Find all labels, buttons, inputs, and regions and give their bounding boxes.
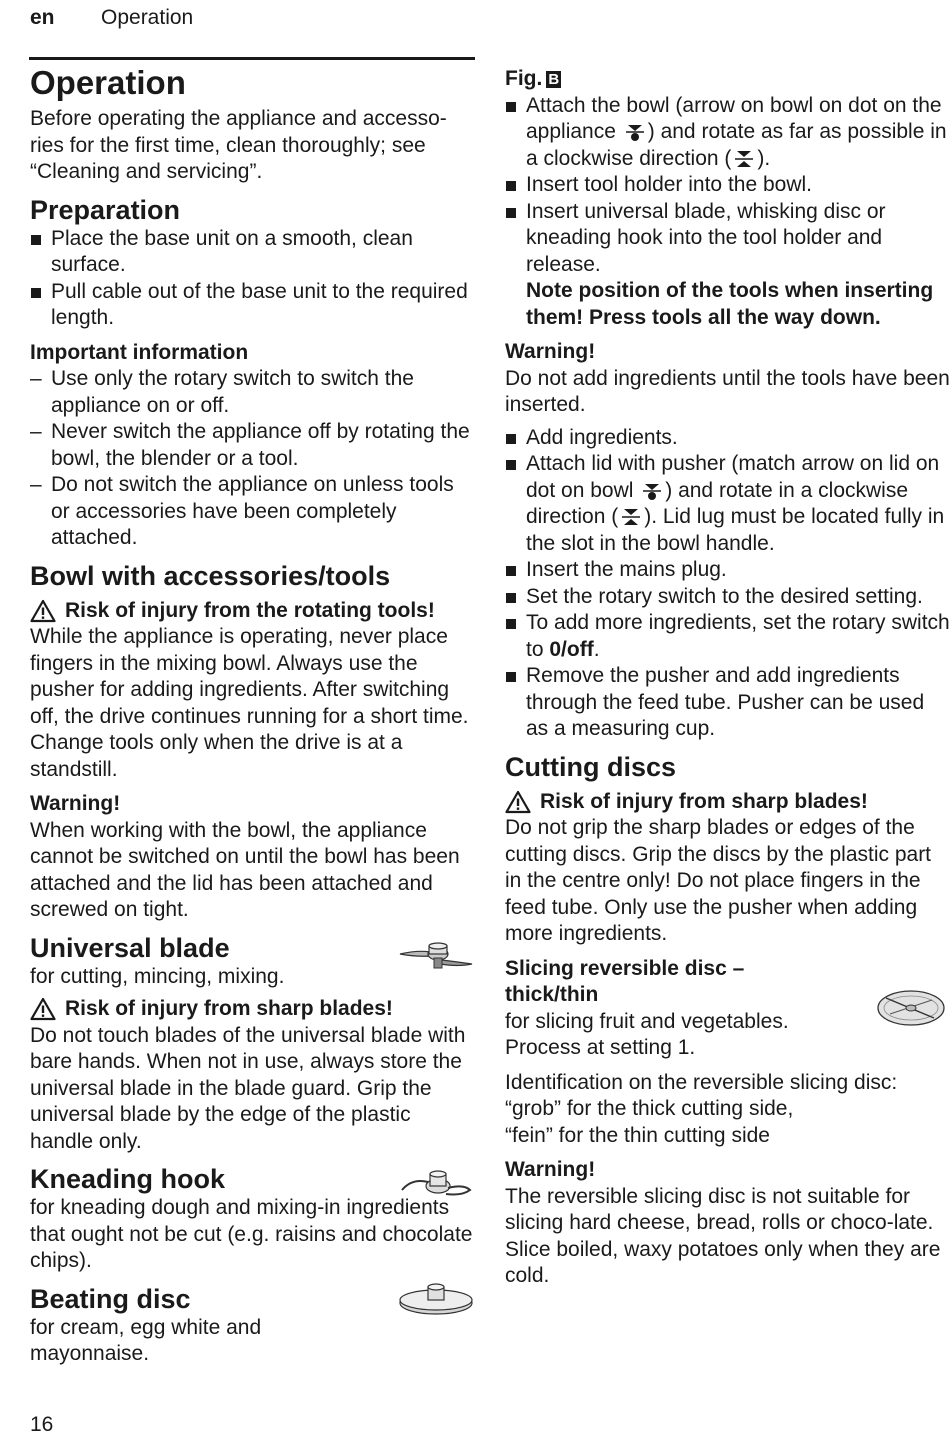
list-item: Pull cable out of the base unit to the required length. bbox=[30, 279, 476, 332]
cutting-warning-text: Risk of injury from sharp blades! bbox=[540, 789, 868, 813]
slicing-text-2: Process at setting 1. bbox=[505, 1036, 696, 1059]
lock-arrows-icon bbox=[618, 507, 644, 527]
step5-text-a: Attach lid with pusher (match arrow on lid on dot on bowl bbox=[526, 452, 940, 502]
list-item: Remove the pusher and add ingredients through the feed tube. Pusher can be used as a measuring cup. bbox=[505, 663, 950, 743]
list-item bbox=[505, 199, 950, 332]
kneading-hook-text: for kneading dough and mixing-in ingredients that ought not be cut (e.g. raisins and chocolate chips). bbox=[30, 1196, 473, 1272]
header-rule bbox=[29, 57, 475, 60]
blade-warning-paragraph: Do not touch blades of the universal blade with bare hands. When not in use, always store the universal blade in the blade guard. Grip the universal blade by the edge of the plastic handle only. bbox=[30, 1023, 466, 1153]
step5-text-c: ). Lid lug must be located fully in the slot in the bowl handle. bbox=[526, 505, 945, 555]
step1-text-a: Attach the bowl (arrow on bowl on dot on the appliance bbox=[526, 93, 942, 143]
step8-text-c: . bbox=[593, 637, 600, 661]
ident-line-2: “grob” for the thick cutting side, bbox=[505, 1097, 794, 1120]
step1-text-c: ). bbox=[757, 146, 771, 170]
warning-label: Warning! bbox=[30, 792, 121, 815]
intro-text: Before operating the appliance and accesso-ries for the first time, clean thoroughly; see “Cleaning and servicing”. bbox=[30, 107, 447, 183]
list-item: – Use only the rotary switch to switch the appliance on or off. bbox=[30, 366, 476, 419]
warning-label-2: Warning! bbox=[505, 1158, 596, 1181]
arrow-dot-icon bbox=[622, 122, 648, 142]
cutting-warning bbox=[505, 789, 950, 816]
page-number: 16 bbox=[30, 1413, 54, 1436]
kneading-hook-icon bbox=[398, 1168, 474, 1202]
arrow-dot-icon bbox=[639, 481, 665, 501]
ident-line-3: “fein” for the thin cutting side bbox=[505, 1123, 770, 1147]
preparation-heading: Preparation bbox=[30, 194, 181, 225]
figure-label bbox=[505, 66, 950, 93]
list-item bbox=[505, 451, 950, 557]
step8-setting: 0/off bbox=[549, 637, 594, 661]
important-heading: Important information bbox=[30, 340, 249, 364]
cutting-text: Do not grip the sharp blades or edges of the cutting discs. Grip the discs by the plastic part in the centre only! Do not place fingers in the feed tube. Only use the pusher when adding more ingredients. bbox=[505, 816, 932, 945]
warning-label: Warning! bbox=[505, 340, 596, 363]
slicing-disc-heading: Slicing reversible disc – thick/thin bbox=[505, 956, 745, 1006]
bowl-text: While the appliance is operating, never place fingers in the mixing bowl. Always use the pusher for adding ingredients. After switching off, the drive continues running for a short time. Change tools only when the drive is at a standstill. bbox=[30, 625, 469, 781]
beating-disc-icon bbox=[398, 1283, 474, 1317]
step8-text-a: To add more ingredients, set the rotary switch to bbox=[526, 611, 950, 661]
bowl-warning bbox=[30, 598, 476, 625]
step3-note: Note position of the tools when inserting them! Press tools all the way down. bbox=[526, 279, 934, 329]
warning-triangle-icon bbox=[505, 790, 531, 814]
list-item: Place the base unit on a smooth, clean surface. bbox=[30, 226, 476, 279]
steps-list-1 bbox=[505, 93, 950, 332]
list-item: Insert tool holder into the bowl. bbox=[505, 172, 950, 199]
list-item: – Never switch the appliance off by rotating the bowl, the blender or a tool. bbox=[30, 419, 476, 472]
beating-disc-text: for cream, egg white and mayonnaise. bbox=[30, 1315, 262, 1365]
step3-text: Insert universal blade, whisking disc or kneading hook into the tool holder and release. bbox=[526, 199, 886, 276]
steps-list-2 bbox=[505, 425, 950, 743]
header-section: Operation bbox=[101, 6, 194, 29]
universal-blade-icon bbox=[398, 940, 474, 974]
blade-warning-text: Risk of injury from sharp blades! bbox=[65, 997, 393, 1020]
page-title: Operation bbox=[30, 64, 186, 101]
step5-text-b: ) and rotate in a clockwise direction ( bbox=[526, 478, 909, 528]
figure-label-text: Fig. bbox=[505, 67, 543, 90]
bowl-heading: Bowl with accessories/tools bbox=[30, 560, 391, 591]
kneading-hook-heading: Kneading hook bbox=[30, 1164, 225, 1194]
important-list bbox=[30, 366, 476, 552]
universal-blade-heading: Universal blade bbox=[30, 932, 230, 963]
bowl-warning-paragraph: When working with the bowl, the appliance cannot be switched on until the bowl has been attached and the lid has been attached and screwed on tight. bbox=[30, 818, 460, 921]
lock-arrows-icon bbox=[731, 149, 757, 169]
warning-triangle-icon bbox=[30, 997, 56, 1021]
list-item: Add ingredients. bbox=[505, 425, 950, 452]
figure-letter-badge: B bbox=[546, 71, 561, 88]
warning-text: Do not add ingredients until the tools have been inserted. bbox=[505, 366, 950, 416]
list-item: Set the rotary switch to the desired setting. bbox=[505, 584, 950, 611]
slicing-disc-icon bbox=[876, 988, 946, 1028]
step1-text-b: ) and rotate as far as possible in a clockwise direction ( bbox=[526, 120, 947, 170]
preparation-list bbox=[30, 226, 476, 332]
slicing-text-1: for slicing fruit and vegetables. bbox=[505, 1009, 789, 1033]
cutting-discs-heading: Cutting discs bbox=[505, 751, 677, 782]
beating-disc-heading: Beating disc bbox=[30, 1283, 191, 1314]
universal-blade-text: for cutting, mincing, mixing. bbox=[30, 964, 285, 988]
list-item bbox=[505, 610, 950, 663]
list-item bbox=[505, 93, 950, 173]
list-item: Insert the mains plug. bbox=[505, 557, 950, 584]
header-lang: en bbox=[30, 6, 55, 29]
right-column bbox=[505, 64, 950, 1290]
list-item: – Do not switch the appliance on unless tools or accessories have been completely attached. bbox=[30, 472, 476, 552]
ident-line-1: Identification on the reversible slicing disc: bbox=[505, 1070, 898, 1094]
warning-text-2: The reversible slicing disc is not suitable for slicing hard cheese, bread, rolls or choco-late. Slice boiled, waxy potatoes only when they are cold. bbox=[505, 1184, 941, 1287]
warning-triangle-icon bbox=[30, 599, 56, 623]
bowl-warning-text: Risk of injury from the rotating tools! bbox=[65, 598, 435, 622]
blade-warning bbox=[30, 996, 476, 1023]
